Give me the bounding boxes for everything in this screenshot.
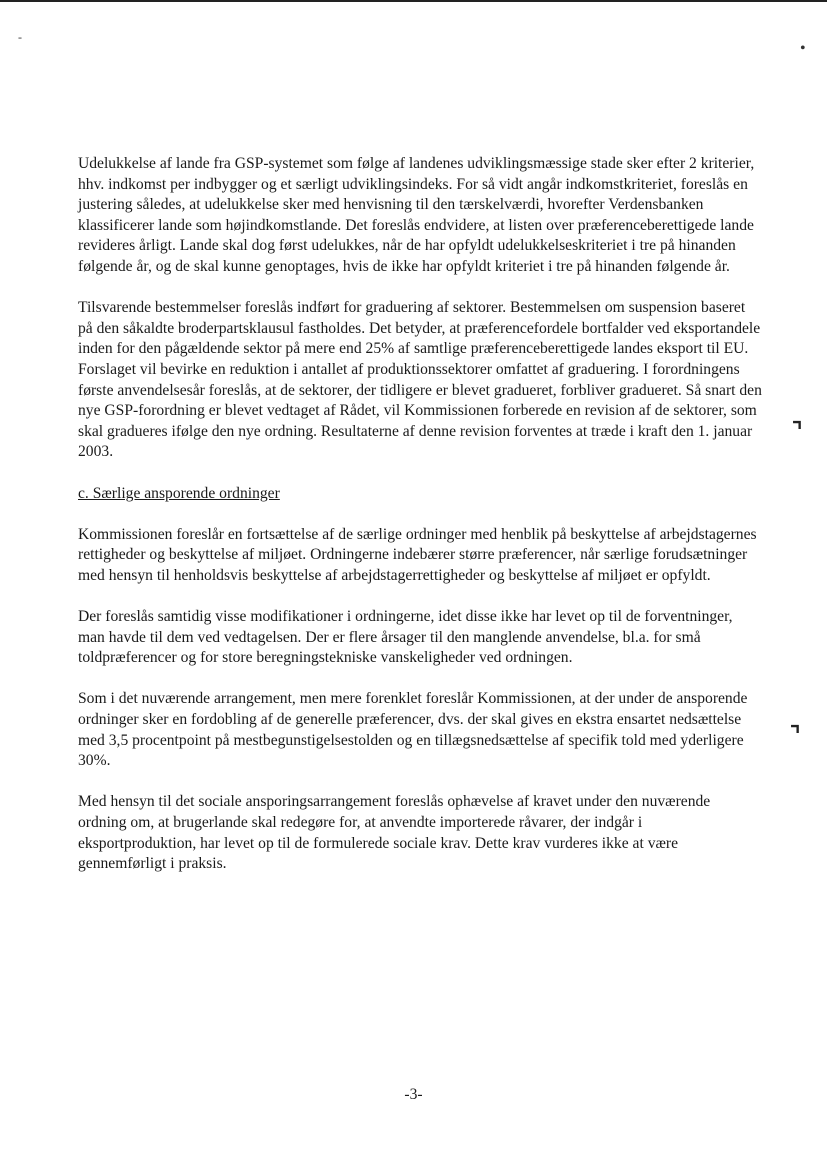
top-border-line bbox=[0, 0, 827, 2]
paragraph: Udelukkelse af lande fra GSP-systemet som følge af landenes udviklingsmæssige stade sker efter 2 kriterier, hhv. indkomst per indbygger og et særligt udviklingsindeks. For så vidt angår indkomstkriteriet, foreslås en justering således, at udelukkelse sker med henvisning til den tærskelværdi, hvorefter Verdensbanken klassificerer lande som højindkomstlande. Det foreslås endvidere, at listen over præferenceberettigede lande revideres årligt. Lande skal dog først udelukkes, når de har opfyldt udelukkelseskriteriet i tre på hinanden følgende år, og de skal kunne genoptages, hvis de ikke har opfyldt kriteriet i tre på hinanden følgende år. bbox=[78, 155, 755, 275]
margin-bracket-mark: ⌝ bbox=[790, 722, 801, 747]
scan-dot-mark: • bbox=[800, 40, 806, 57]
document-body bbox=[78, 154, 762, 895]
paragraph: Tilsvarende bestemmelser foreslås indført for graduering af sektorer. Bestemmelsen om suspension baseret på den såkaldte broderpartsklausul fastholdes. Det betyder, at præferencefordele bortfalder ved eksportandele inden for den pågældende sektor på mere end 25% af samtlige præferenceberettigede landes eksport til EU. Forslaget vil bevirke en reduktion i antallet af produktionssektorer omfattet af graduering. I forordningens første anvendelsesår foreslås, at de sektorer, der tidligere er blevet gradueret, forbliver gradueret. Så snart den nye GSP-forordning er blevet vedtaget af Rådet, vil Kommissionen forberede en revision af de sektorer, som skal gradueres ifølge den nye ordning. Resultaterne af denne revision forventes at træde i kraft den 1. januar 2003. bbox=[78, 299, 762, 461]
scan-dot-mark: - bbox=[18, 30, 22, 44]
paragraph: Som i det nuværende arrangement, men mere forenklet foreslår Kommissionen, at der under de ansporende ordninger sker en fordobling af de generelle præferencer, dvs. der skal gives en ekstra ensartet nedsættelse med 3,5 procentpoint på mestbegunstigelsestolden og en tillægsnedsættelse af specifik told med yderligere 30%. bbox=[78, 690, 748, 770]
paragraph: Der foreslås samtidig visse modifikationer i ordningerne, idet disse ikke har levet op til de forventninger, man havde til dem ved vedtagelsen. Der er flere årsager til den manglende anvendelse, bl.a. for små toldpræferencer og for store beregningstekniske vanskeligheder ved ordningen. bbox=[78, 608, 733, 667]
page-number: -3- bbox=[404, 1086, 423, 1103]
paragraph: Kommissionen foreslår en fortsættelse af de særlige ordninger med henblik på beskyttelse af arbejdstagernes rettigheder og beskyttelse af miljøet. Ordningerne indebærer større præferencer, når særlige forudsætninger med hensyn til henholdsvis beskyttelse af arbejdstagerrettigheder og beskyttelse af miljøet er opfyldt. bbox=[78, 525, 757, 584]
margin-bracket-mark: ⌝ bbox=[792, 418, 803, 443]
section-heading: c. Særlige ansporende ordninger bbox=[78, 484, 280, 502]
paragraph: Med hensyn til det sociale ansporingsarrangement foreslås ophævelse af kravet under den nuværende ordning om, at brugerlande skal redegøre for, at anvendte importerede råvarer, der indgår i eksportproduktion, har levet op til de formulerede sociale krav. Dette krav vurderes ikke at være gennemførligt i praksis. bbox=[78, 793, 711, 873]
